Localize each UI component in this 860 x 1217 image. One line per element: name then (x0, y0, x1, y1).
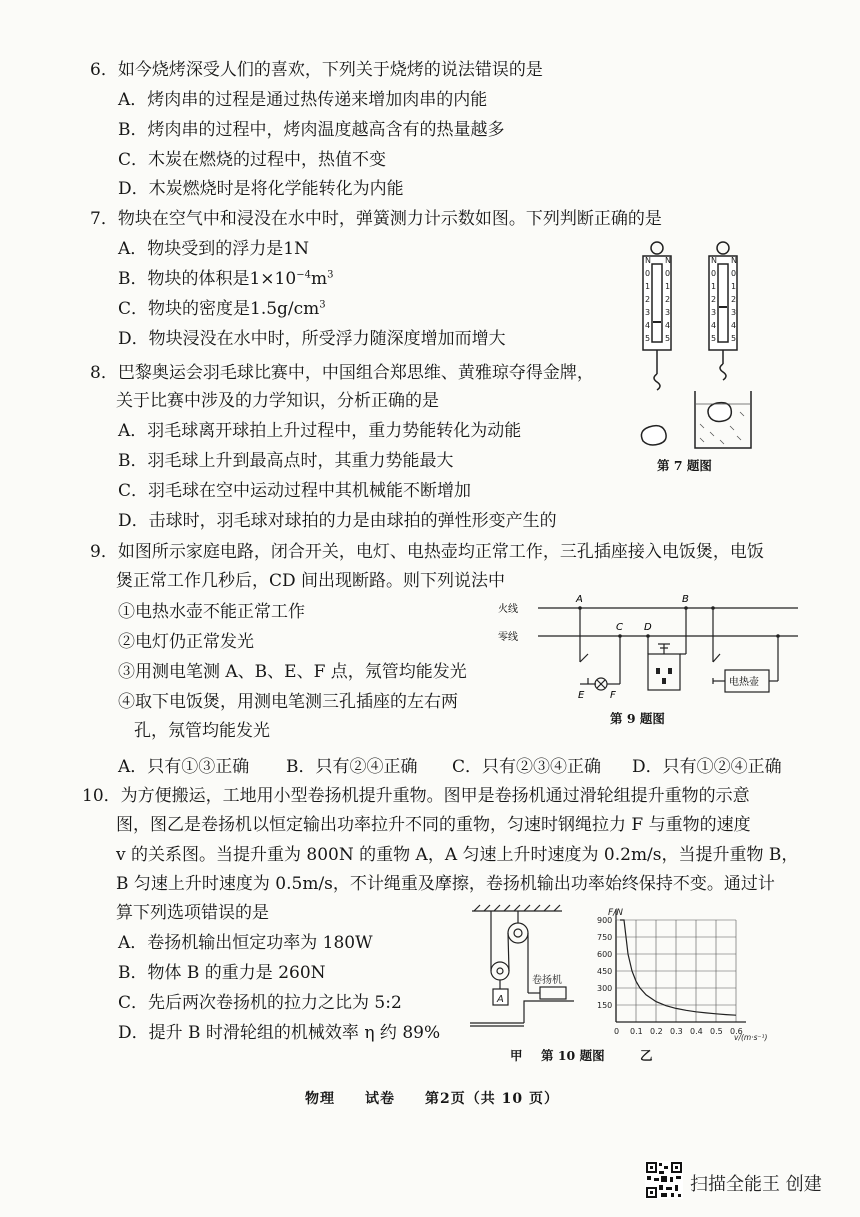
scale-tick-label: N (665, 256, 671, 265)
block-a-label: A (497, 994, 504, 1005)
q9-choice-d: D．只有①②④正确 (632, 757, 782, 777)
q8-stem-line2: 关于比赛中涉及的力学知识，分析正确的是 (116, 391, 439, 411)
page-footer: 物理 试卷 第2页（共 10 页） (305, 1091, 559, 1107)
scale-tick-label: 5 (665, 334, 671, 343)
scale-tick-label: 4 (645, 321, 651, 330)
q10-option-d: D．提升 B 时滑轮组的机械效率 η 约 89% (118, 1023, 441, 1043)
scale-tick-label: 4 (711, 321, 717, 330)
x-tick-label: 0.3 (670, 1027, 683, 1036)
q8-option-c: C．羽毛球在空中运动过程中其机械能不断增加 (118, 481, 472, 501)
scanner-brand-label: 扫描全能王 创建 (690, 1174, 822, 1195)
q7-figure-caption: 第 7 题图 (657, 458, 712, 473)
q7-option-c: C．物块的密度是$1.5g/cm^3$ (118, 299, 326, 319)
scale-tick-label: 0 (711, 269, 717, 278)
scale-tick-label: 0 (731, 269, 737, 278)
neutral-wire-label: 零线 (498, 632, 518, 643)
q6-option-c: C．木炭在燃烧的过程中，热值不变 (118, 150, 387, 170)
q8-stem-line1: 8．巴黎奥运会羽毛球比赛中，中国组合郑思维、黄雅琼夺得金牌， (90, 363, 594, 383)
q9-statement-4-cont: 孔，氖管均能发光 (134, 721, 270, 741)
q10-caption-right: 乙 (640, 1048, 653, 1063)
q7-option-d: D．物块浸没在水中时，所受浮力随深度增加而增大 (118, 329, 506, 349)
y-tick-label: 450 (597, 967, 613, 976)
q6-option-a: A．烤肉串的过程是通过热传递来增加肉串的内能 (118, 90, 488, 110)
pulley-winch-figure (470, 905, 580, 1040)
qr-code-icon (645, 1161, 683, 1199)
scale-tick-label: 3 (731, 308, 737, 317)
x-tick-label: 0.2 (650, 1027, 663, 1036)
x-tick-label: 0.6 (730, 1027, 743, 1036)
q6-option-d: D．木炭燃烧时是将化学能转化为内能 (118, 179, 404, 199)
q10-stem-line5: 算下列选项错误的是 (116, 903, 269, 923)
scale-tick-label: 1 (731, 282, 737, 291)
q8-option-d: D．击球时，羽毛球对球拍的力是由球拍的弹性形变产生的 (118, 511, 557, 531)
q9-choice-a: A．只有①③正确 (118, 757, 250, 777)
q9-stem-line1: 9．如图所示家庭电路，闭合开关，电灯、电热壶均正常工作，三孔插座接入电饭煲，电饭 (90, 542, 764, 562)
scale-tick-label: 0 (665, 269, 671, 278)
q9-choice-b: B．只有②④正确 (286, 757, 418, 777)
scale-tick-label: 2 (665, 295, 671, 304)
winch-label: 卷扬机 (532, 975, 562, 986)
y-tick-label: 300 (597, 984, 613, 993)
q10-stem-line1: 10．为方便搬运，工地用小型卷扬机提升重物。图甲是卷扬机通过滑轮组提升重物的示意 (82, 786, 750, 806)
point-c-label: C (616, 622, 623, 633)
x-tick-label: 0.1 (630, 1027, 643, 1036)
scale-tick-label: 4 (665, 321, 671, 330)
scale-tick-label: N (645, 256, 651, 265)
q7-stem: 7．物块在空气中和浸没在水中时，弹簧测力计示数如图。下列判断正确的是 (90, 209, 662, 229)
scale-tick-label: 3 (645, 308, 651, 317)
force-velocity-chart (578, 905, 768, 1042)
scale-tick-label: N (711, 256, 717, 265)
kettle-label: 电热壶 (729, 677, 759, 688)
q9-statement-3: ③用测电笔测 A、B、E、F 点，氖管均能发光 (118, 662, 467, 682)
scale-tick-label: 1 (711, 282, 717, 291)
scale-tick-label: 5 (711, 334, 717, 343)
y-tick-label: 150 (597, 1001, 613, 1010)
scale-tick-label: 4 (731, 321, 737, 330)
x-axis-label: v/(m·s⁻¹) (734, 1033, 768, 1042)
scale-tick-label: N (731, 256, 737, 265)
x-tick-label: 0.4 (690, 1027, 703, 1036)
q10-option-c: C．先后两次卷扬机的拉力之比为 5:2 (118, 993, 402, 1013)
q6-option-b: B．烤肉串的过程中，烤肉温度越高含有的热量越多 (118, 120, 505, 140)
scale-tick-label: 1 (665, 282, 671, 291)
x-tick-label: 0.5 (710, 1027, 723, 1036)
q7-option-a: A．物块受到的浮力是1N (118, 239, 309, 259)
q6-stem: 6．如今烧烤深受人们的喜欢，下列关于烧烤的说法错误的是 (90, 60, 543, 80)
point-a-label: A (576, 594, 583, 605)
scale-tick-label: 2 (645, 295, 651, 304)
fire-wire-label: 火线 (498, 604, 518, 615)
y-tick-label: 900 (597, 916, 613, 925)
scale-tick-label: 5 (645, 334, 651, 343)
q10-stem-line2: 图，图乙是卷扬机以恒定输出功率拉升不同的重物，匀速时钢绳拉力 F 与重物的速度 (116, 815, 751, 835)
point-e-label: E (578, 690, 585, 701)
point-d-label: D (644, 622, 652, 633)
y-tick-label: 600 (597, 950, 613, 959)
scale-tick-label: 3 (711, 308, 717, 317)
q10-option-b: B．物体 B 的重力是 260N (118, 963, 326, 983)
q10-figure-caption: 第 10 题图 (541, 1048, 605, 1063)
point-f-label: F (610, 690, 616, 701)
force-velocity-curve (620, 920, 736, 1015)
q8-option-a: A．羽毛球离开球拍上升过程中，重力势能转化为动能 (118, 421, 522, 441)
q9-figure-caption: 第 9 题图 (610, 711, 665, 726)
circuit-diagram (498, 592, 798, 702)
q8-option-b: B．羽毛球上升到最高点时，其重力势能最大 (118, 451, 454, 471)
y-tick-label: 750 (597, 933, 613, 942)
q9-statement-1: ①电热水壶不能正常工作 (118, 602, 305, 622)
q10-stem-line3: v 的关系图。当提升重为 800N 的重物 A，A 匀速上升时速度为 0.2m/s，当提升重物 B， (116, 845, 799, 865)
scale-tick-label: 3 (665, 308, 671, 317)
q9-statement-2: ②电灯仍正常发光 (118, 632, 254, 652)
q10-caption-left: 甲 (510, 1048, 523, 1063)
q9-statement-4: ④取下电饭煲，用测电笔测三孔插座的左右两 (118, 692, 458, 712)
spring-scale-figure (625, 236, 755, 456)
y-axis-label: F/N (608, 908, 623, 918)
scale-tick-label: 5 (731, 334, 737, 343)
scale-tick-label: 2 (711, 295, 717, 304)
q9-stem-line2: 煲正常工作几秒后，CD 间出现断路。则下列说法中 (116, 571, 506, 591)
q7-option-b: B．物块的体积是$1\times 10^{-4}m^3$ (118, 269, 334, 289)
q9-choice-c: C．只有②③④正确 (452, 757, 602, 777)
scale-tick-label: 0 (645, 269, 651, 278)
point-b-label: B (682, 594, 689, 605)
q10-option-a: A．卷扬机输出恒定功率为 180W (118, 933, 373, 953)
scale-tick-label: 1 (645, 282, 651, 291)
x-tick-label: 0 (614, 1027, 620, 1036)
scale-tick-label: 2 (731, 295, 737, 304)
q10-stem-line4: B 匀速上升时速度为 0.5m/s，不计绳重及摩擦，卷扬机输出功率始终保持不变。通过计 (116, 874, 775, 894)
